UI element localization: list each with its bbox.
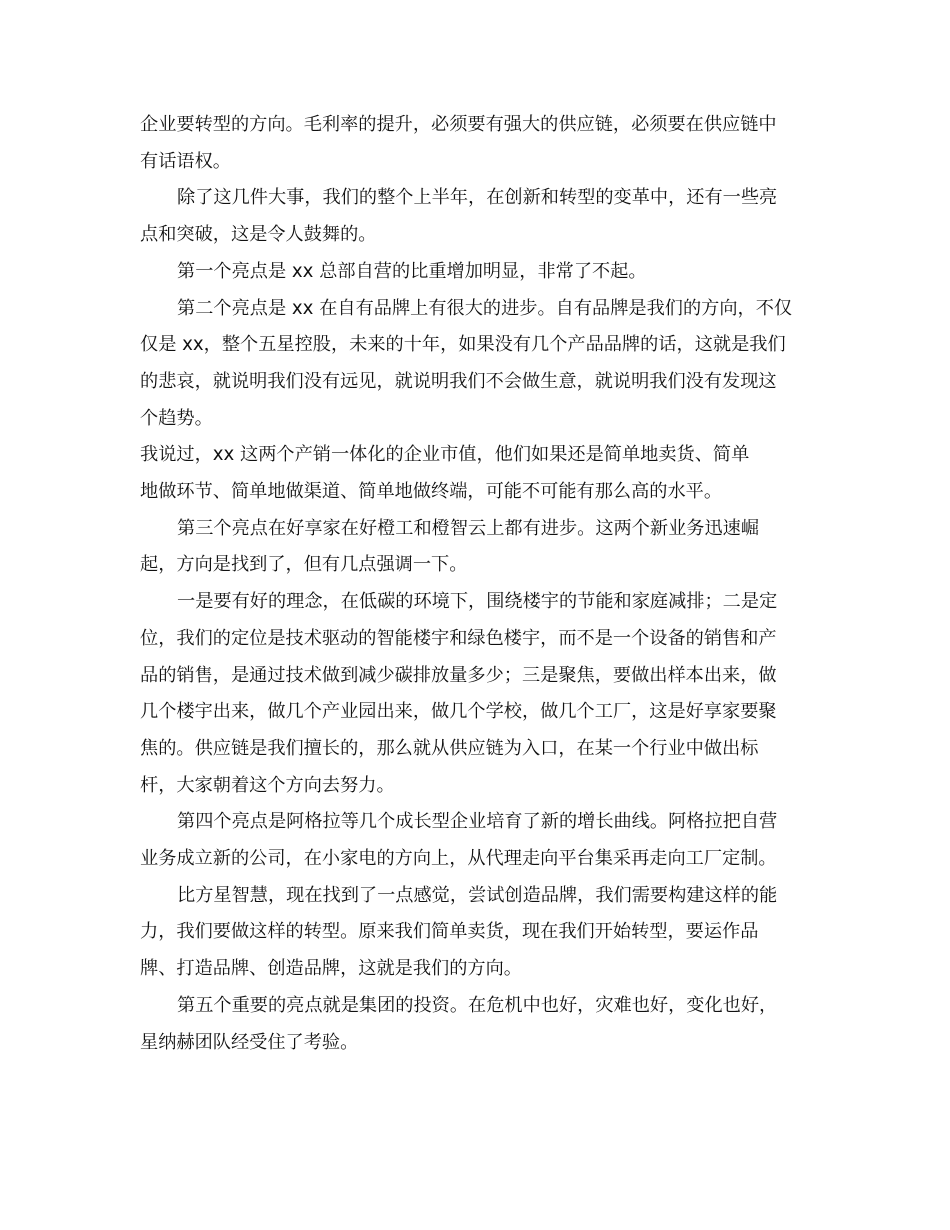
paragraph: 第五个重要的亮点就是集团的投资。在危机中也好，灾难也好，变化也好， 星纳赫团队经受住了考验。 [140, 994, 778, 1053]
paragraph: 第一个亮点是 xx 总部自营的比重增加明显，非常了不起。 [177, 260, 647, 282]
document-body [140, 107, 804, 1061]
paragraph: 企业要转型的方向。毛利率的提升，必须要有强大的供应链，必须要在供应链中 有话语权。 [140, 114, 777, 172]
paragraph: 我说过，xx 这两个产销一体化的企业市值，他们如果还是简单地卖货、简单 地做环节、简单地做渠道、简单地做终端，可能不可能有那么高的水平。 [140, 444, 750, 503]
paragraph: 一是要有好的理念，在低碳的环境下，围绕楼宇的节能和家庭减排；二是定 位，我们的定位是技术驱动的智能楼宇和绿色楼宇，而不是一个设备的销售和产 品的销售，是通过技术做到减少碳排放量多少；三是聚焦，要做出样本出来，做 几个楼宇出来，做几个产业园出来，做几个学校，做几个工厂，这是好享家要聚 焦的。供应链是我们擅长的，那么就从供应链为入口，在某一个行业中做出标 杆，大家朝着这个方向去努力。 [140, 591, 778, 796]
paragraph: 比方星智慧，现在找到了一点感觉，尝试创造品牌，我们需要构建这样的能 力，我们要做这样的转型。原来我们简单卖货，现在我们开始转型，要运作品 牌、打造品牌、创造品牌，这就是我们的方向。 [140, 884, 778, 980]
paragraph: 第三个亮点在好享家在好橙工和橙智云上都有进步。这两个新业务迅速崛 起，方向是找到了，但有几点强调一下。 [140, 517, 760, 576]
paragraph: 第二个亮点是 xx 在自有品牌上有很大的进步。自有品牌是我们的方向，不仅 仅是 xx，整个五星控股，未来的十年，如果没有几个产品品牌的话，这就是我们 的悲哀，就说明我们没有远见，就说明我们不会做生意，就说明我们没有发现这 个趋势。 [140, 297, 793, 429]
paragraph: 除了这几件大事，我们的整个上半年，在创新和转型的变革中，还有一些亮 点和突破，这是令人鼓舞的。 [140, 187, 778, 246]
paragraph: 第四个亮点是阿格拉等几个成长型企业培育了新的增长曲线。阿格拉把自营 业务成立新的公司，在小家电的方向上，从代理走向平台集采再走向工厂定制。 [140, 811, 778, 870]
